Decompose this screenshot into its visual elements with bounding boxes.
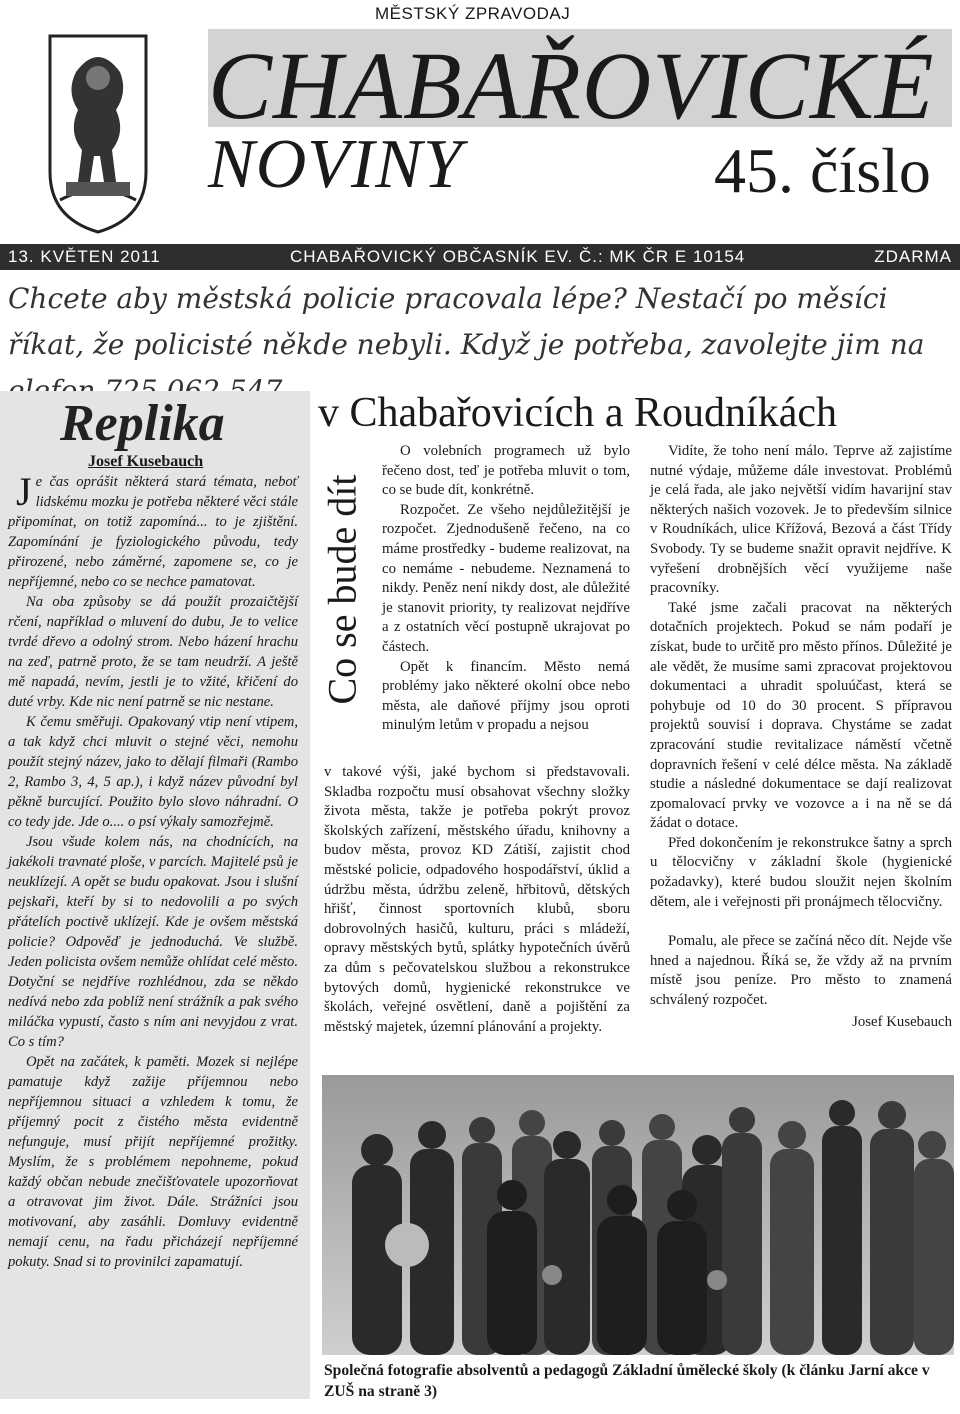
- article-signature: Josef Kusebauch: [852, 1013, 952, 1030]
- masthead-title-line1: CHABAŘOVICKÉ: [208, 32, 935, 139]
- issue-date: 13. KVĚTEN 2011: [8, 247, 161, 266]
- article-paragraph: v takové výši, jaké bychom si představovali. Skladba rozpočtu musí obsahovat všechny složky života města, takže je potřeba pokrýt provoz školských zařízení, městského úřadu, knihovny a budov města, provoz KD Zátiší, zajistit chod městské policie, odpadového hospodářství, úklid a údržbu města, údržbu zeleně, hřbitovů, dětských hřišť, činnost sportovních klubů, sboru dobrovolných hasičů, kulturu, práci s mládeží, opravy městských bytů, splátky hypotečních úvěrů za dům s pečovatelskou službou a rekonstrukce bytových domů, hygienické rekonstrukce ve školách, veřejné osvětlení, daně a pojištění za městský majetek, územní plánování a projekty.: [324, 764, 630, 1035]
- registration-number: CHABAŘOVICKÝ OBČASNÍK EV. Č.: MK ČR E 10154: [290, 247, 746, 266]
- info-bar: [0, 244, 960, 270]
- issue-number: 45. číslo: [714, 135, 931, 206]
- group-photo: [322, 1075, 954, 1355]
- article-column-right: [650, 442, 952, 1032]
- article-headline: v Chabařovicích a Roudníkách: [318, 390, 838, 436]
- replika-paragraph: Jsou všude kolem nás, na chodnících, na jakékoli travnaté ploše, v parcích. Majitelé psů je neuklízejí. A opět se budu opakovat. Jsou i slušní pejskaři, kteří by si to nedovolili a po svých přátelích poctivě uklízejí. Kde je ovšem městská policie? Odpověď je jednoduchá. Ve službě. Jeden policista ovšem nemůže ohlídat celé město. Dotyční se nejdříve rozhlédnou, zda se někdo nedívá nebo zda poblíž není strážník a pak svého miláčka vypustí, často s ním ani nevyjdou z vrat. Co s tím?: [8, 834, 298, 1050]
- police-slogan: Chcete aby městská policie pracovala lépe? Nestačí po měsíci říkat, že policisté někde nebyli. Když je potřeba, zavolejte jim na: [8, 282, 925, 361]
- replika-paragraph: Na oba způsoby se dá použít prozaičtější rčení, například o mluvení do dubu, Je to velice tvrdé dřevo a odolný strom. Nebo házení hrachu na zeď, patrně proto, že se tam neudrží. A ještě mě napadá, nevím, jestli je to vžité, křičení do duté vrby. Kde nic není patrně se nic nestane.: [8, 594, 298, 710]
- replika-author: Josef Kusebauch: [88, 453, 204, 470]
- replika-paragraph: K čemu směřuji. Opakovaný vtip není vtipem, a tak když chci mluvit o stejné věci, nemohu použít stejný název, jako to dělají filmaři (Rambo 2, Rambo 3, 4, 5 ap.), i když název původní byl pěkně burcující. Použito bylo slovo náhradní. O co tedy jde. Jde o.... o psí výkaly samozřejmě.: [8, 714, 298, 830]
- article-paragraph: Pomalu, ale přece se začíná něco dít. Nejde vše hned a najednou. Říká se, že vždy až na prvním místě jsou peníze. Pro město to znamená schválený rozpočet.: [650, 933, 952, 1009]
- article-paragraph: Také jsme začali pracovat na některých dotačních projektech. Pokud se nám podaří je získat, bude to určitě pro město přínos. Důležité je ale vědět, že musíme sami zpracovat projektovou dokumentaci a uhradit spoluúčast, která se pohybuje od 10 do 30 procent. S přípravou projektů souvisí i doprava. Chystáme se zadat zpracování studie revitalizace náměstí včetně dopravních řešení v celé délce města. Na základě studie a následné dokumentace se dají realizovat zpomalovací prvky ve vozovce a i na ně se dá žádat o dotace.: [650, 599, 952, 832]
- coat-of-arms: [46, 32, 150, 236]
- vertical-title-box: [320, 440, 370, 740]
- replika-paragraph: Opět na začátek, k paměti. Mozek si nejlépe pamatuje když zažije příjemnou nebo nepříjemnou situaci a vzhledem k tomu, že příjemný pocit z čistého města evidentně nefunguje, musí přijít nepříjemné prožitky. Myslím, že s problémem nepohneme, pokud každý občan nebude znečišťovatele upozorňovat a otravovat jim život. Dále. Strážníci jsou motivovaní, aby zasáhli. Domluvy evidentně nemají cenu, na řadu přicházejí nepříjemné pokuty. Snad si to provinilci zapamatují.: [8, 1054, 298, 1270]
- masthead-kicker: MĚSTSKÝ ZPRAVODAJ: [375, 4, 571, 23]
- article-paragraph: Opět k financím. Město nemá problémy jako některé okolní obce nebo města, ale daňové příjmy jsou oproti minulým letům v propadu a nejsou: [382, 658, 630, 734]
- masthead-title-line2: NOVINY: [208, 126, 463, 203]
- replika-paragraph: Je čas oprášit některá stará témata, neboť lidskému mozku je potřeba některé věci stále připomínat, on totiž zapomíná... to je zjištění. Zapomínání je fyziologického původu, tedy přirozené, nebo záměrné, zapomene se, co je nepříjemné, nebo co se nechce pamatovat.: [8, 469, 298, 590]
- replika-body: [8, 469, 298, 1272]
- photo-caption: Společná fotografie absolventů a pedagogů Základní ůmělecké školy (k článku Jarní akce v ZUŠ na straně 3): [324, 1362, 930, 1400]
- article-paragraph: Vidíte, že toho není málo. Teprve až zajistíme nutné výdaje, můžeme dále investovat. Problémů je celá řada, ale jako největší vidím havarijní stav některých našich vozovek. Je to především silnice v Roudníkách, ulice Křížová, Bezová a část Třídy Svobody. Ty se budeme snažit opravit nejdříve. K vyřešení drobnějších věcí využijeme naše pracovníky.: [650, 443, 952, 597]
- replika-title: Replika: [60, 395, 225, 452]
- article-column-mid-bottom: [324, 763, 630, 1037]
- price-label: ZDARMA: [874, 247, 952, 266]
- article-paragraph: O volebních programech už bylo řečeno dost, teď je potřeba mluvit o tom, co se bude dít, konkrétně.: [382, 443, 630, 499]
- drop-cap: J: [16, 469, 32, 514]
- article-column-mid-top: [382, 442, 630, 736]
- article-paragraph: Před dokončením je rekonstrukce šatny a sprch u tělocvičny v základní škole (hygienické požadavky), které budou sloužit nejen školním dětem, ale i veřejnosti při pronájmech tělocvičny.: [650, 834, 952, 910]
- article-paragraph: Rozpočet. Ze všeho nejdůležitější je rozpočet. Zjednodušeně řečeno, na co máme prostředky - budeme realizovat, na co nemáme - nebudeme. Neznamená to nikdy. Peněz není nikdy dost, ale důležité je stanovit priority, ty realizovat nejdříve a z ostatních věcí postupně ukrajovat po částech.: [382, 501, 630, 655]
- vertical-title: Co se bude dít: [319, 474, 365, 705]
